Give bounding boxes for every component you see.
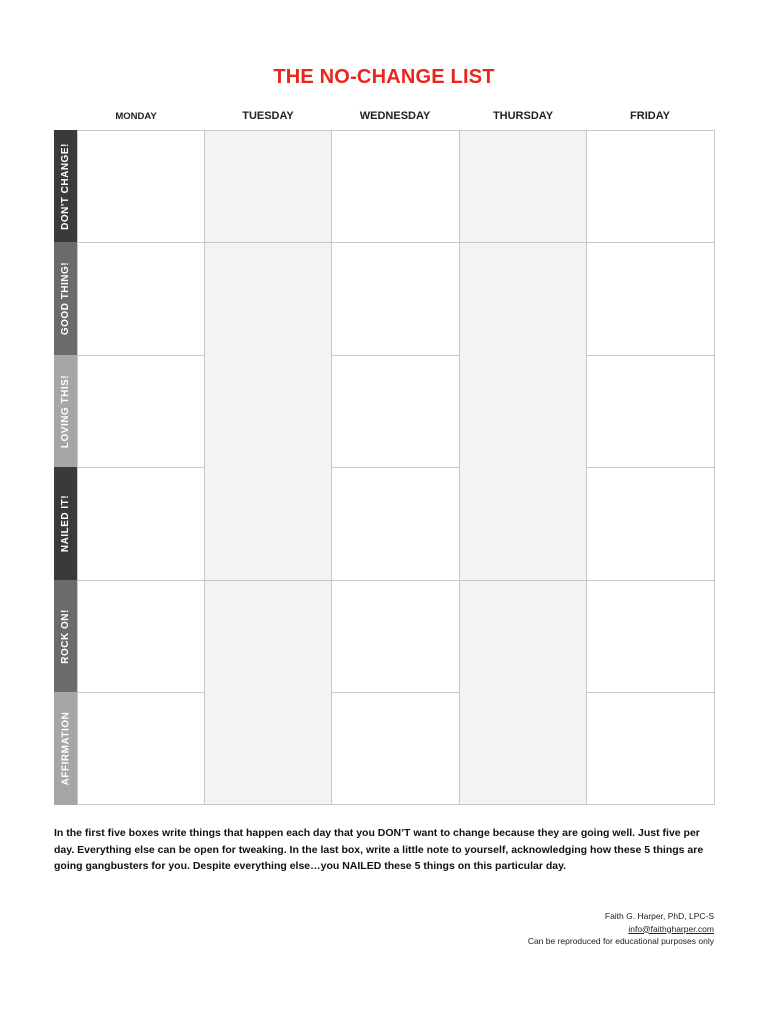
wednesday-box-3[interactable] <box>331 355 460 468</box>
row-label-affirmation <box>54 692 77 805</box>
no-change-grid <box>54 130 715 805</box>
day-header-tuesday: TUESDAY <box>242 110 294 122</box>
wednesday-box-2[interactable] <box>331 242 460 356</box>
email-link[interactable]: info@faithgharper.com <box>628 923 714 934</box>
friday-box-affirmation[interactable] <box>586 692 715 805</box>
monday-box-1[interactable] <box>77 130 205 243</box>
monday-box-affirmation[interactable] <box>77 692 205 805</box>
day-header-monday: MONDAY <box>115 111 157 122</box>
author-credit: Faith G. Harper, PhD, LPC-S <box>604 911 714 921</box>
thursday-box-1[interactable] <box>459 130 587 243</box>
friday-box-1[interactable] <box>586 130 715 243</box>
footer <box>528 910 714 948</box>
monday-box-5[interactable] <box>77 580 205 693</box>
day-header-friday: FRIDAY <box>630 110 670 122</box>
thursday-box-2-4[interactable] <box>459 242 587 581</box>
reproduction-note: Can be reproduced for educational purposes only <box>527 936 714 946</box>
row-label-good-thing <box>54 242 77 355</box>
wednesday-box-affirmation[interactable] <box>331 692 460 805</box>
friday-box-5[interactable] <box>586 580 715 693</box>
row-label-loving-this <box>54 355 77 467</box>
row-label-text: GOOD THING! <box>60 261 71 336</box>
tuesday-box-5-6[interactable] <box>204 580 332 805</box>
thursday-box-5-6[interactable] <box>459 580 587 805</box>
monday-box-4[interactable] <box>77 467 205 581</box>
wednesday-box-1[interactable] <box>331 130 460 243</box>
friday-box-4[interactable] <box>586 467 715 581</box>
row-label-text: DON'T CHANGE! <box>60 142 71 230</box>
day-header-thursday: THURSDAY <box>492 110 554 122</box>
wednesday-box-4[interactable] <box>331 467 460 581</box>
friday-box-3[interactable] <box>586 355 715 468</box>
monday-box-3[interactable] <box>77 355 205 468</box>
instructions-text: In the first five boxes write things that happen each day that you DON’T want to change because they are going well. Just five per day. Everything else can be open for tweaking. In the last box, write a little note to yourself, acknowledging how these 5 things are going gangbusters for you. Despite everything else…you NAILED these 5 things on this particular day. <box>54 827 704 872</box>
row-label-text: AFFIRMATION <box>60 711 72 786</box>
row-label-text: NAILED IT! <box>60 494 71 553</box>
row-label-nailed-it <box>54 467 77 580</box>
day-header-wednesday: WEDNESDAY <box>359 110 431 122</box>
row-label-text: LOVING THIS! <box>60 374 72 448</box>
tuesday-box-2-4[interactable] <box>204 242 332 581</box>
tuesday-box-1[interactable] <box>204 130 332 243</box>
friday-box-2[interactable] <box>586 242 715 356</box>
page-title: THE NO-CHANGE LIST <box>273 66 495 88</box>
row-label-text: ROCK ON! <box>60 608 71 664</box>
monday-box-2[interactable] <box>77 242 205 356</box>
row-label-dont-change <box>54 130 77 242</box>
wednesday-box-5[interactable] <box>331 580 460 693</box>
row-label-rock-on <box>54 580 77 692</box>
